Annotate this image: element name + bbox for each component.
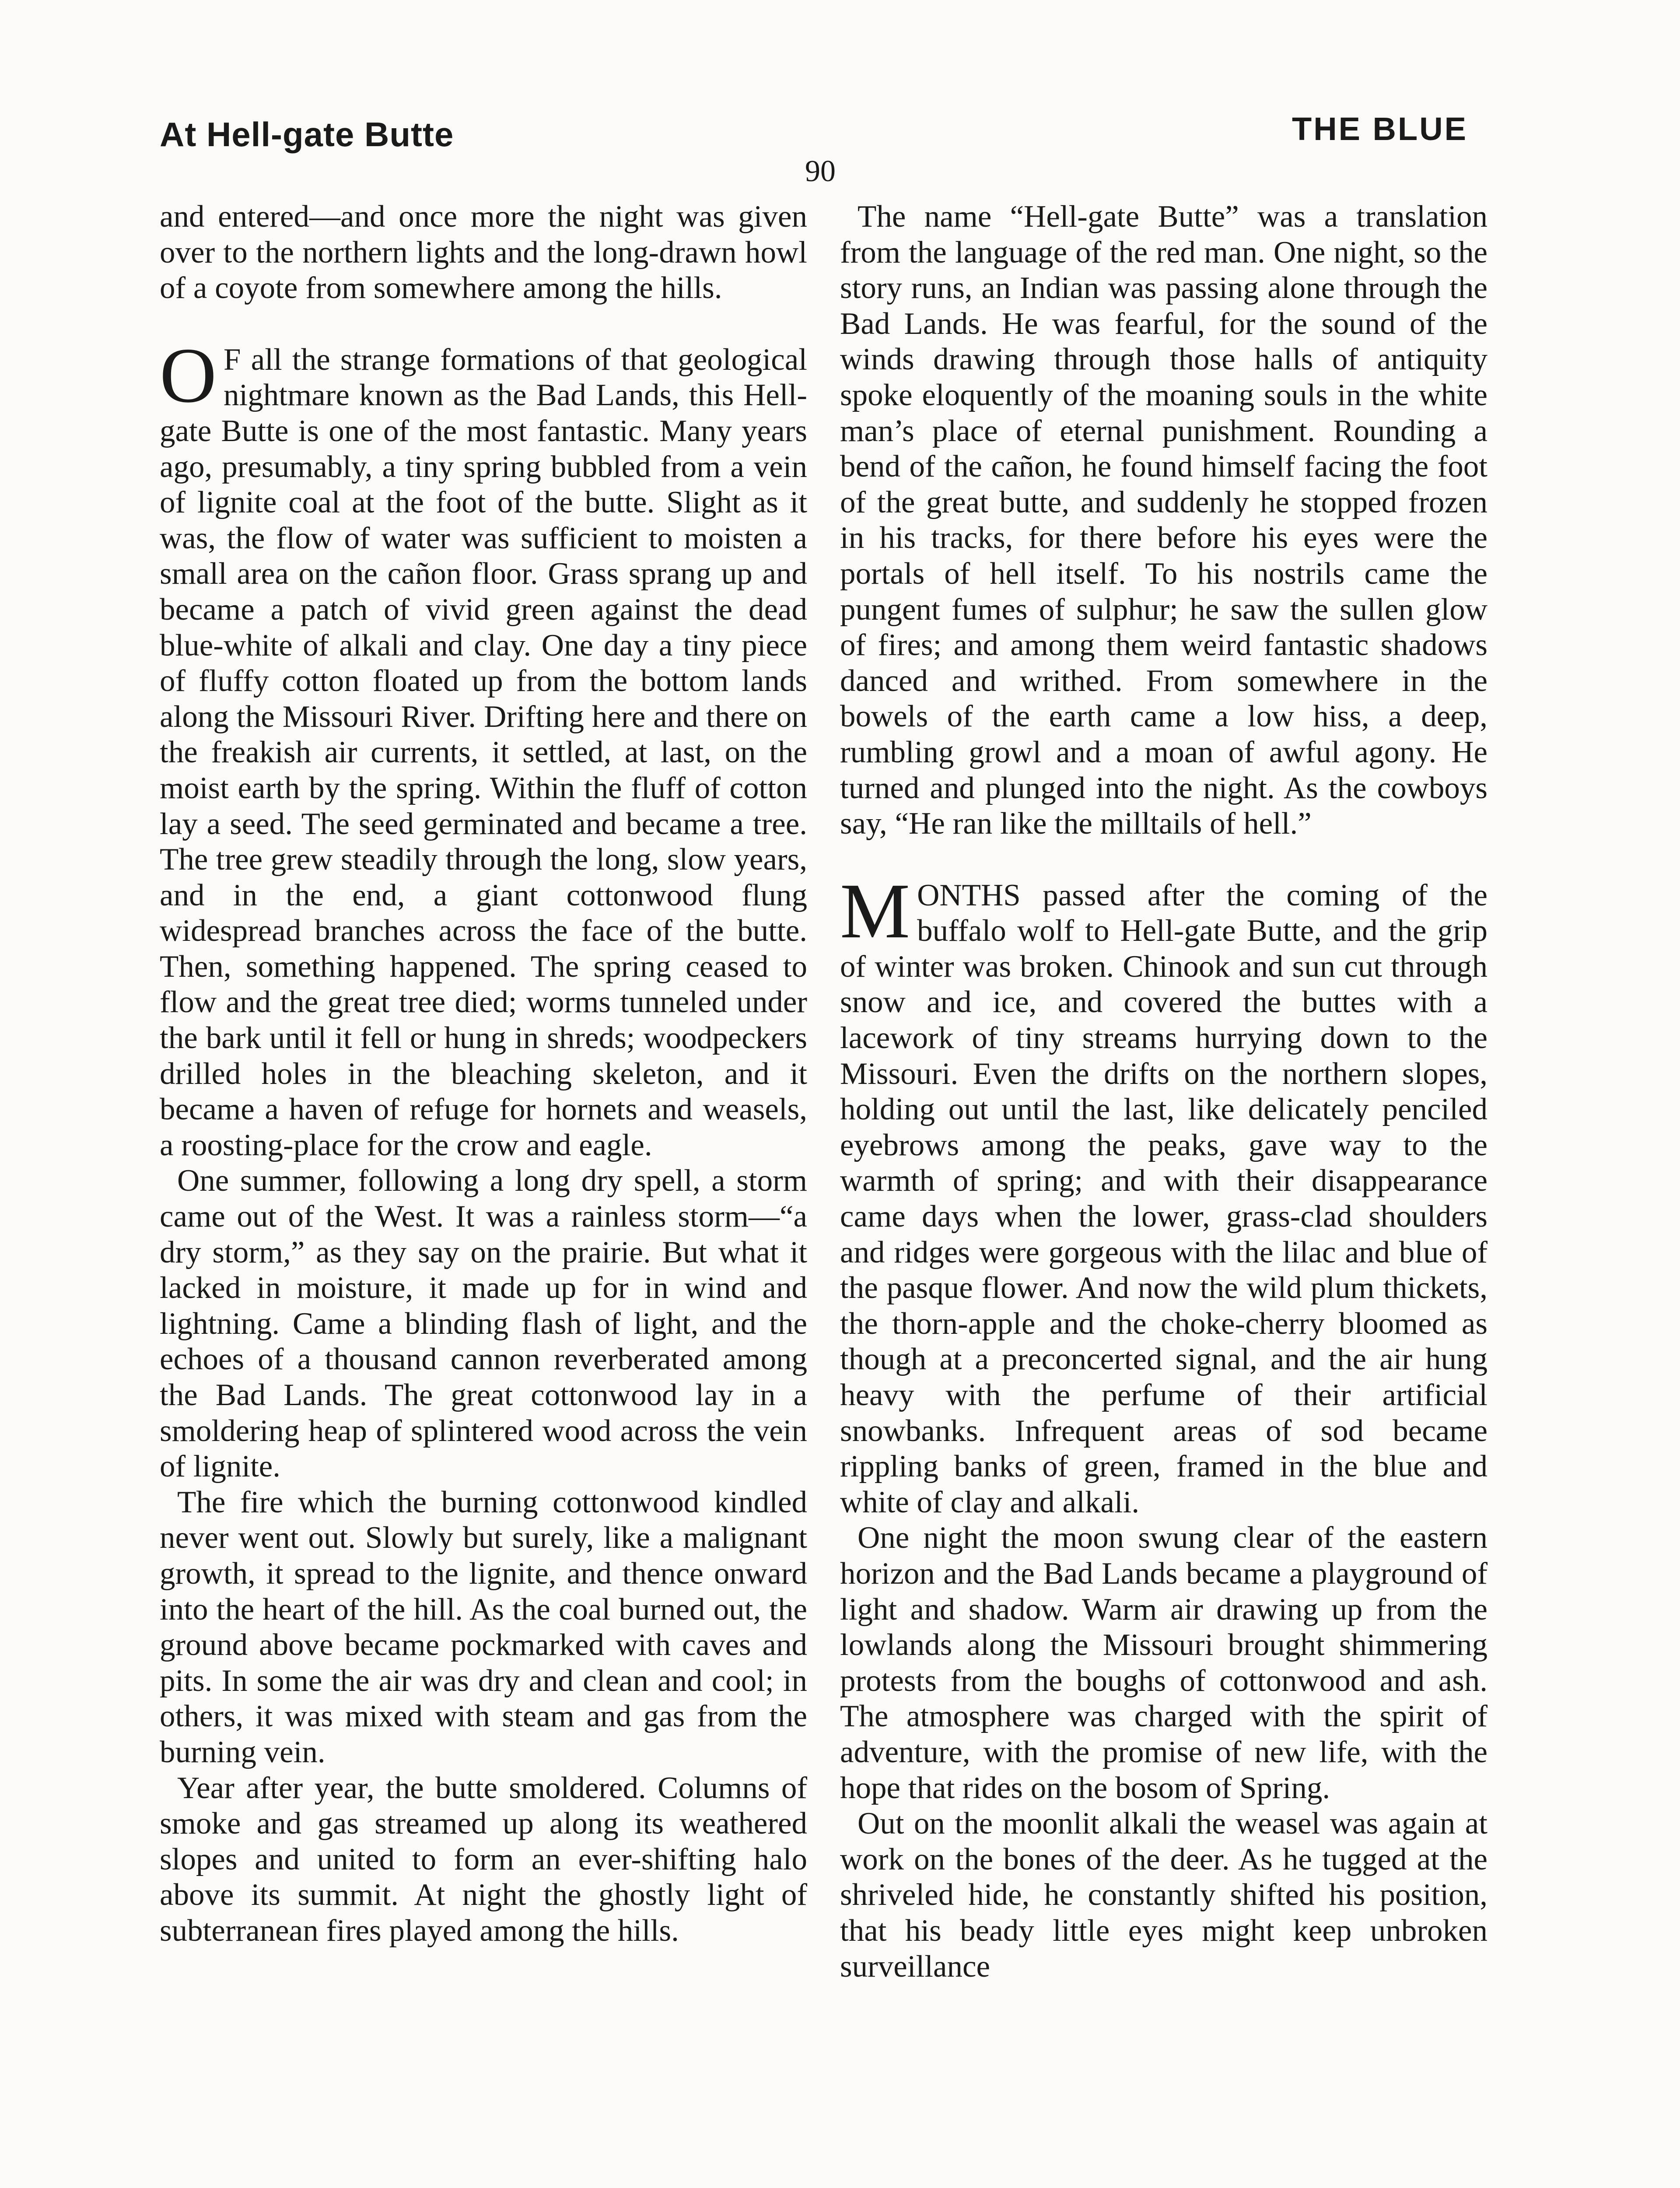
running-title: At Hell-gate Butte bbox=[160, 115, 454, 154]
drop-cap: M bbox=[840, 867, 910, 954]
left-column bbox=[160, 199, 807, 1949]
paragraph-text: F all the strange formations of that geological nightmare known as the Bad Lands, this Hell-gate Butte is one of the most fantastic. Many years ago, presumably, a tiny spring bubbled from a vein of lignite coal at the foot of the butte. Slight as it was, the flow of water was sufficient to moisten a small area on the cañon floor. Grass sprang up and became a patch of vivid green against the dead blue-white of alkali and clay. One day a tiny piece of fluffy cotton floated up from the bottom lands along the Missouri River. Drifting here and there on the freakish air currents, it settled, at last, on the moist earth by the spring. Within the fluff of cotton lay a seed. The seed germinated and became a tree. The tree grew steadily through the long, slow years, and in the end, a giant cottonwood flung widespread branches across the face of the butte. Then, something happened. The spring ceased to flow and the great tree died; worms tunneled under the bark until it fell or hung in shreds; woodpeckers drilled holes in the bleaching skeleton, and it became a haven of refuge for hornets and weasels, a roosting-place for the crow and eagle. bbox=[160, 342, 807, 1162]
paragraph-with-dropcap bbox=[840, 867, 1488, 1521]
drop-cap: O bbox=[160, 331, 217, 419]
paragraph: The name “Hell-gate Butte” was a translation from the language of the red man. One night, so the story runs, an Indian was passing alone through the Bad Lands. He was fearful, for the sound of the winds drawing through those halls of antiquity spoke eloquently of the moaning souls in the white man’s place of eternal punishment. Rounding a bend of the cañon, he found himself facing the foot of the great butte, and suddenly he stopped frozen in his tracks, for there before his eyes were the portals of hell itself. To his nostrils came the pungent fumes of sulphur; he saw the sullen glow of fires; and among them weird fantastic shadows danced and writhed. From somewhere in the bowels of the earth came a low hiss, a deep, rumbling growl and a moan of awful agony. He turned and plunged into the night. As the cowboys say, “He ran like the milltails of hell.” bbox=[840, 200, 1488, 841]
paragraph: Year after year, the butte smoldered. Columns of smoke and gas streamed up along its weathered slopes and united to form an ever-shifting halo above its summit. At night the ghostly light of subterranean fires played among the hills. bbox=[160, 1771, 807, 1948]
paragraph: One night the moon swung clear of the eastern horizon and the Bad Lands became a playground of light and shadow. Warm air drawing up from the lowlands along the Missouri brought shimmering protests from the boughs of cottonwood and ash. The atmosphere was charged with the spirit of adventure, with the promise of new life, with the hope that rides on the bosom of Spring. bbox=[840, 1521, 1488, 1805]
paragraph: One summer, following a long dry spell, a storm came out of the West. It was a rainless storm—“a dry storm,” as they say on the prairie. But what it lacked in moisture, it made up for in wind and lightning. Came a blinding flash of light, and the echoes of a thousand cannon reverberated among the Bad Lands. The great cottonwood lay in a smoldering heap of splintered wood across the vein of lignite. bbox=[160, 1164, 807, 1484]
paragraph-text: ONTHS passed after the coming of the buffalo wolf to Hell-gate Butte, and the grip of winter was broken. Chinook and sun cut through snow and ice, and covered the buttes with a lacework of tiny streams hurrying down to the Missouri. Even the drifts on the northern slopes, holding out until the last, like delicately penciled eyebrows among the peaks, gave way to the warmth of spring; and with their disappearance came days when the lower, grass-clad shoulders and ridges were gorgeous with the lilac and blue of the pasque flower. And now the wild plum thickets, the thorn-apple and the choke-cherry bloomed as though at a preconcerted signal, and the air hung heavy with the perfume of their artificial snowbanks. Infrequent areas of sod became rippling banks of green, framed in the blue and white of clay and alkali. bbox=[840, 878, 1488, 1519]
paragraph: The fire which the burning cottonwood kindled never went out. Slowly but surely, like a malignant growth, it spread to the lignite, and thence onward into the heart of the hill. As the coal burned out, the ground above became pockmarked with caves and pits. In some the air was dry and clean and cool; in others, it was mixed with steam and gas from the burning vein. bbox=[160, 1485, 807, 1769]
paragraph: Out on the moonlit alkali the weasel was again at work on the bones of the deer. As he tugged at the shriveled hide, he constantly shifted his position, that his beady little eyes might keep unbroken surveillance bbox=[840, 1806, 1488, 1984]
page-number: 90 bbox=[805, 154, 836, 188]
paragraph-with-dropcap bbox=[160, 331, 807, 1164]
magazine-section-title: THE BLUE bbox=[1292, 111, 1468, 147]
right-column bbox=[840, 199, 1488, 1985]
paragraph: and entered—and once more the night was given over to the northern lights and the long-drawn howl of a coyote from somewhere among the hills. bbox=[160, 200, 807, 305]
